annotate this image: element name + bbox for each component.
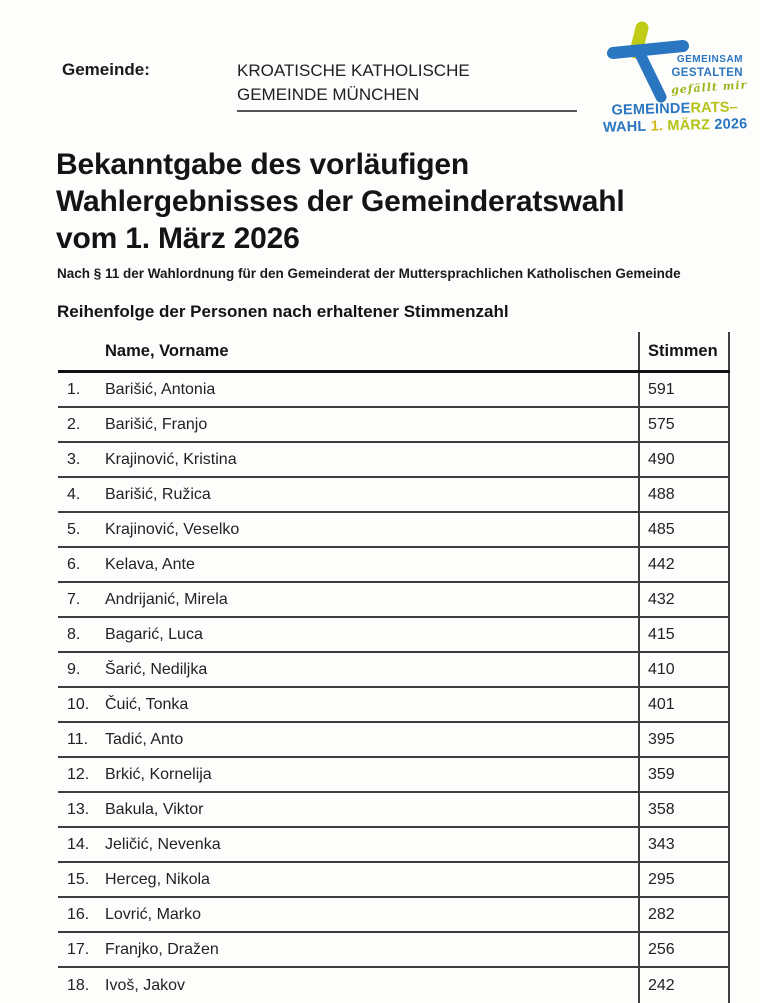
table-row — [58, 408, 730, 443]
table-row — [58, 688, 730, 723]
logo-event-rats: RATS– — [690, 99, 739, 117]
candidate-name-cell: Krajinović, Veselko — [105, 520, 240, 538]
candidate-name-cell: Bakula, Viktor — [105, 800, 204, 818]
rank-cell: 15. — [67, 870, 90, 888]
legal-note: Nach § 11 der Wahlordnung für den Gemeinderat der Muttersprachlichen Katholischen Gemeinde — [57, 266, 681, 281]
rank-cell: 10. — [67, 695, 90, 713]
rank-cell: 1. — [67, 380, 81, 398]
logo-event-text — [593, 99, 758, 137]
table-row — [58, 583, 730, 618]
table-row — [58, 548, 730, 583]
votes-cell: 442 — [638, 548, 730, 581]
gemeinde-name-line2: GEMEINDE MÜNCHEN — [237, 85, 420, 104]
table-header-row — [58, 332, 730, 373]
rank-cell: 17. — [67, 940, 90, 958]
rank-cell: 3. — [67, 450, 81, 468]
gemeinde-name-line1: KROATISCHE KATHOLISCHE — [237, 61, 470, 80]
rank-cell: 18. — [67, 976, 90, 994]
page-title — [56, 146, 625, 257]
votes-cell: 282 — [638, 898, 730, 931]
votes-cell: 242 — [638, 968, 730, 1003]
votes-cell: 575 — [638, 408, 730, 441]
rank-cell: 6. — [67, 555, 81, 573]
table-row — [58, 513, 730, 548]
table-row — [58, 793, 730, 828]
gemeinde-label: Gemeinde: — [62, 60, 150, 79]
rank-cell: 16. — [67, 905, 90, 923]
votes-cell: 591 — [638, 373, 730, 406]
votes-cell: 358 — [638, 793, 730, 826]
candidate-name-cell: Barišić, Ružica — [105, 485, 211, 503]
votes-cell: 295 — [638, 863, 730, 896]
candidate-name-cell: Lovrić, Marko — [105, 905, 202, 923]
candidate-name-cell: Ivoš, Jakov — [105, 976, 186, 994]
page-title-line1: Bekanntgabe des vorläufigen — [56, 148, 470, 181]
logo-event-date-num: 1. — [650, 118, 664, 135]
votes-cell: 415 — [638, 618, 730, 651]
table-row — [58, 653, 730, 688]
table-row — [58, 933, 730, 968]
rank-cell: 5. — [67, 520, 81, 538]
logo-event-gemeinde: GEMEINDE — [611, 100, 691, 119]
logo-event-year: 2026 — [714, 116, 748, 133]
table-row — [58, 828, 730, 863]
table-body — [58, 373, 730, 1003]
column-header-votes: Stimmen — [638, 332, 730, 370]
table-row — [58, 863, 730, 898]
votes-cell: 432 — [638, 583, 730, 616]
candidate-name-cell: Šarić, Nediljka — [105, 660, 208, 678]
rank-cell: 13. — [67, 800, 90, 818]
table-row — [58, 898, 730, 933]
table-row — [58, 758, 730, 793]
candidate-name-cell: Barišić, Antonia — [105, 380, 216, 398]
table-row — [58, 618, 730, 653]
votes-cell: 359 — [638, 758, 730, 791]
votes-cell: 488 — [638, 478, 730, 511]
table-row — [58, 478, 730, 513]
gemeinde-name — [237, 59, 577, 112]
logo-tagline-line1: GEMEINSAM — [676, 54, 743, 65]
rank-cell: 2. — [67, 415, 81, 433]
votes-cell: 395 — [638, 723, 730, 756]
table-row — [58, 723, 730, 758]
table-row — [58, 443, 730, 478]
logo-event-line2 — [593, 116, 757, 137]
candidate-name-cell: Herceg, Nikola — [105, 870, 210, 888]
election-logo — [593, 20, 757, 148]
section-heading: Reihenfolge der Personen nach erhaltener Stimmenzahl — [57, 302, 509, 321]
page-title-line3: vom 1. März 2026 — [56, 222, 300, 255]
votes-cell: 410 — [638, 653, 730, 686]
rank-cell: 7. — [67, 590, 81, 608]
candidate-name-cell: Tadić, Anto — [105, 730, 184, 748]
candidate-name-cell: Andrijanić, Mirela — [105, 590, 228, 608]
page-title-line2: Wahlergebnisses der Gemeinderatswahl — [56, 185, 625, 218]
candidate-name-cell: Franjko, Dražen — [105, 940, 219, 958]
votes-cell: 401 — [638, 688, 730, 721]
candidate-name-cell: Jeličić, Nevenka — [105, 835, 221, 853]
candidate-name-cell: Brkić, Kornelija — [105, 765, 212, 783]
table-row — [58, 968, 730, 1003]
rank-cell: 11. — [67, 730, 89, 748]
rank-cell: 12. — [67, 765, 90, 783]
logo-event-month: MÄRZ — [667, 117, 711, 135]
column-header-name: Name, Vorname — [105, 341, 229, 360]
logo-tagline-line2: GESTALTEN — [671, 67, 743, 79]
candidate-name-cell: Čuić, Tonka — [105, 695, 189, 713]
rank-cell: 9. — [67, 660, 81, 678]
table-row — [58, 373, 730, 408]
candidate-name-cell: Barišić, Franjo — [105, 415, 208, 433]
rank-cell: 4. — [67, 485, 81, 503]
candidate-name-cell: Kelava, Ante — [105, 555, 195, 573]
results-table — [58, 332, 730, 1003]
logo-event-wahl: WAHL — [602, 118, 647, 136]
rank-cell: 8. — [67, 625, 81, 643]
votes-cell: 343 — [638, 828, 730, 861]
candidate-name-cell: Bagarić, Luca — [105, 625, 203, 643]
logo-script-text: gefällt mir — [670, 78, 748, 97]
votes-cell: 485 — [638, 513, 730, 546]
logo-tagline — [659, 53, 743, 80]
rank-cell: 14. — [67, 835, 90, 853]
votes-cell: 256 — [638, 933, 730, 966]
votes-cell: 490 — [638, 443, 730, 476]
candidate-name-cell: Krajinović, Kristina — [105, 450, 237, 468]
